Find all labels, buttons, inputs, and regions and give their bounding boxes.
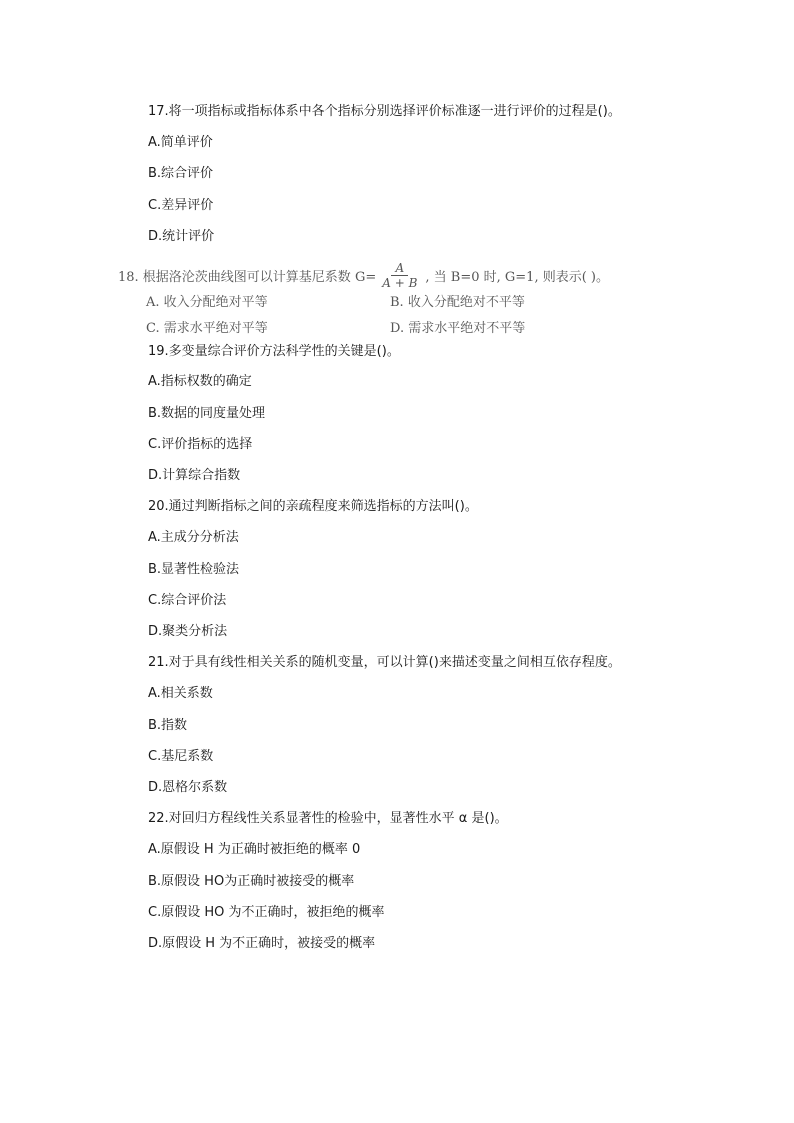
question-22-option-b: B.原假设 HO为正确时被接受的概率: [148, 874, 355, 889]
question-22-option-d: D.原假设 H 为不正确时，被接受的概率: [148, 936, 376, 951]
question-21-option-d: D.恩格尔系数: [148, 780, 228, 795]
question-20-option-c: C.综合评价法: [148, 593, 227, 608]
question-17-option-a: A.简单评价: [148, 135, 213, 150]
question-17-option-c: C.差异评价: [148, 198, 214, 213]
question-22-option-a: A.原假设 H 为正确时被拒绝的概率 0: [148, 842, 361, 857]
question-19-option-c: C.评价指标的选择: [148, 437, 253, 452]
question-19-option-d: D.计算综合指数: [148, 468, 241, 483]
gini-formula-fraction: [378, 261, 421, 290]
question-18-option-a: A. 收入分配绝对平等: [146, 295, 268, 310]
question-21-stem: 21.对于具有线性相关关系的随机变量，可以计算()来描述变量之间相互依存程度。: [148, 655, 621, 670]
question-21-option-a: A.相关系数: [148, 686, 213, 701]
question-18-option-b: B. 收入分配绝对不平等: [390, 295, 525, 310]
question-21-option-b: B.指数: [148, 718, 188, 733]
question-18-block: [118, 258, 678, 338]
question-21-option-c: C.基尼系数: [148, 749, 214, 764]
question-17-stem: 17.将一项指标或指标体系中各个指标分别选择评价标准逐一进行评价的过程是()。: [148, 104, 621, 119]
gini-fraction-numerator: A: [391, 261, 408, 276]
question-20-stem: 20.通过判断指标之间的亲疏程度来筛选指标的方法叫()。: [148, 499, 478, 514]
question-18-stem: [118, 258, 609, 292]
question-18-option-d: D. 需求水平绝对不平等: [390, 321, 526, 336]
question-18-stem-suffix: , 当 B=0 时, G=1, 则表示( )。: [425, 269, 609, 285]
question-19-option-b: B.数据的同度量处理: [148, 406, 266, 421]
question-20-option-d: D.聚类分析法: [148, 624, 228, 639]
question-20-option-a: A.主成分分析法: [148, 530, 239, 545]
question-17-option-b: B.综合评价: [148, 166, 214, 181]
question-19-stem: 19.多变量综合评价方法科学性的关键是()。: [148, 344, 400, 359]
question-20-option-b: B.显著性检验法: [148, 562, 240, 577]
question-18-stem-prefix: 18. 根据洛沦茨曲线图可以计算基尼系数 G=: [118, 269, 377, 285]
question-22-option-c: C.原假设 HO 为不正确时，被拒绝的概率: [148, 905, 385, 920]
gini-fraction-denominator: A + B: [382, 275, 418, 290]
question-22-stem: 22.对回归方程线性关系显著性的检验中，显著性水平 α 是()。: [148, 811, 508, 826]
question-19-option-a: A.指标权数的确定: [148, 374, 252, 389]
question-17-option-d: D.统计评价: [148, 229, 215, 244]
question-18-option-c: C. 需求水平绝对平等: [146, 321, 268, 336]
